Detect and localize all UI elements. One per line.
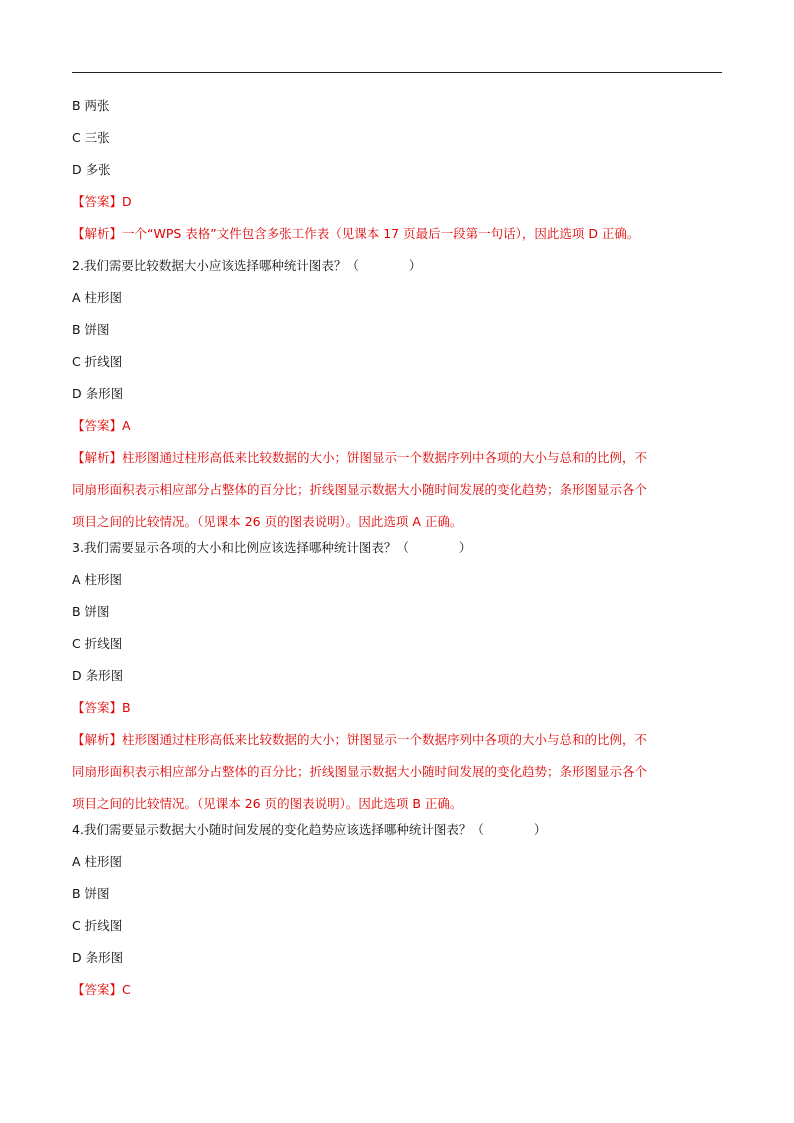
question-title: 3.我们需要显示各项的大小和比例应该选择哪种统计图表？（ ） [72,540,472,555]
option-b: B 两张 [72,98,110,113]
option-c: C 折线图 [72,354,123,369]
option-b: B 饼图 [72,604,110,619]
explanation-line: 同扇形面积表示相应部分占整体的百分比；折线图显示数据大小随时间发展的变化趋势；条形图显示各个 [72,482,648,497]
option-b: B 饼图 [72,886,110,901]
explanation-line: 项目之间的比较情况。（见课本 26 页的图表说明）。因此选项 B 正确。 [72,796,463,811]
explanation-line: 【解析】柱形图通过柱形高低来比较数据的大小；饼图显示一个数据序列中各项的大小与总和的比例，不 [72,732,648,747]
option-d: D 条形图 [72,668,124,683]
option-d: D 条形图 [72,386,124,401]
explanation-line: 同扇形面积表示相应部分占整体的百分比；折线图显示数据大小随时间发展的变化趋势；条形图显示各个 [72,764,648,779]
page-content [72,96,724,1012]
answer: 【答案】B [72,700,131,715]
explanation [72,442,724,538]
answer: 【答案】A [72,418,131,433]
option-d: D 多张 [72,162,111,177]
answer: 【答案】C [72,982,131,997]
option-a: A 柱形图 [72,572,123,587]
explanation-line: 项目之间的比较情况。（见课本 26 页的图表说明）。因此选项 A 正确。 [72,514,463,529]
option-c: C 折线图 [72,636,123,651]
header-rule [72,72,722,73]
option-c: C 折线图 [72,918,123,933]
option-d: D 条形图 [72,950,124,965]
option-c: C 三张 [72,130,110,145]
explanation: 【解析】一个“WPS 表格”文件包含多张工作表（见课本 17 页最后一段第一句话），因此选项 D 正确。 [72,226,640,241]
option-a: A 柱形图 [72,854,123,869]
question-title: 4.我们需要显示数据大小随时间发展的变化趋势应该选择哪种统计图表？（ ） [72,822,547,837]
option-a: A 柱形图 [72,290,123,305]
answer: 【答案】D [72,194,132,209]
explanation-line: 【解析】柱形图通过柱形高低来比较数据的大小；饼图显示一个数据序列中各项的大小与总和的比例，不 [72,450,648,465]
question-title: 2.我们需要比较数据大小应该选择哪种统计图表？（ ） [72,258,422,273]
option-b: B 饼图 [72,322,110,337]
explanation [72,724,724,820]
